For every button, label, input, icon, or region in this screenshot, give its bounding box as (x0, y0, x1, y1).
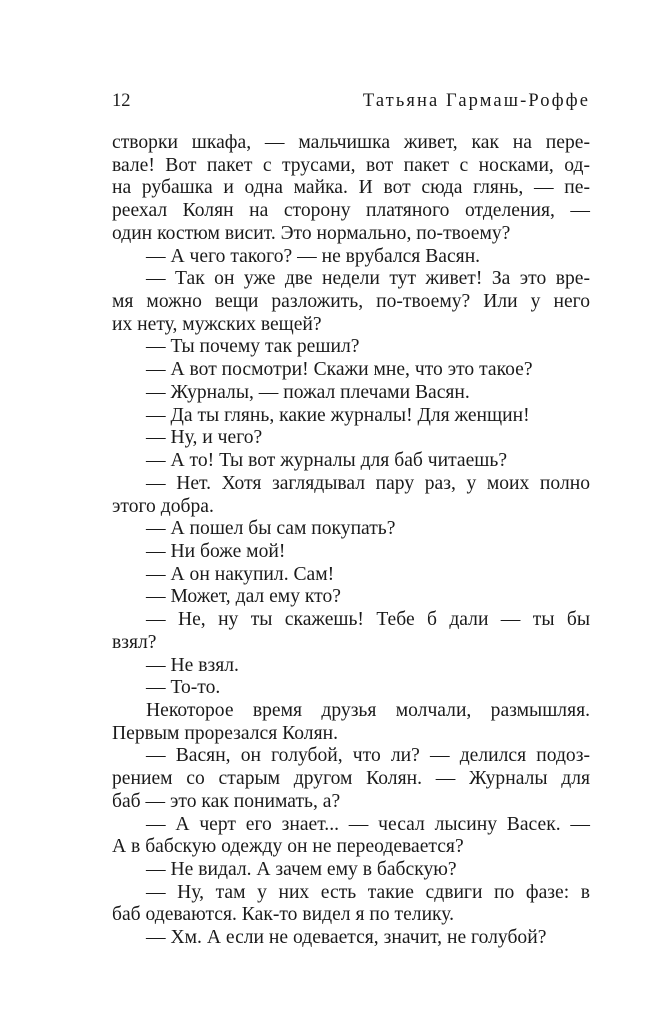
text-line: баб одеваются. Как-то видел я по телику. (112, 904, 455, 926)
text-line: — А пошел бы сам покупать? (146, 518, 396, 540)
text-line: А в бабскую одежду он не переодевается? (112, 836, 464, 858)
text-line: мя можно вещи разложить, по-твоему? Или у него (112, 291, 590, 313)
running-head: Татьяна Гармаш-Роффе (362, 91, 590, 111)
text-line: — Так он уже две недели тут живет! За это вре- (146, 268, 590, 290)
text-line: этого добра. (112, 495, 214, 517)
text-line: створки шкафа, — мальчишка живет, как на пере- (112, 132, 590, 153)
page-number: 12 (112, 91, 131, 111)
text-line: — Хм. А если не одевается, значит, не голубой? (146, 927, 547, 949)
text-line: — Васян, он голубой, что ли? — делился подоз- (146, 745, 590, 767)
text-line: — А то! Ты вот журналы для баб читаешь? (146, 450, 508, 472)
text-line: Некоторое время друзья молчали, размышляя. (146, 699, 590, 721)
book-text (112, 132, 590, 950)
text-line: баб — это как понимать, а? (112, 790, 341, 812)
page-header (112, 91, 590, 115)
text-line: их нету, мужских вещей? (112, 313, 322, 335)
text-line: — Ну, и чего? (146, 427, 263, 449)
text-line: — А чего такого? — не врубался Васян. (146, 245, 481, 267)
text-line: — А он накупил. Сам! (146, 563, 335, 585)
text-line: реехал Колян на сторону платяного отделения, — (112, 200, 590, 222)
text-line: на рубашка и одна майка. И вот сюда глянь, — пе- (112, 177, 590, 199)
text-line: — Журналы, — пожал плечами Васян. (146, 381, 470, 403)
text-line: вале! Вот пакет с трусами, вот пакет с носками, од- (112, 154, 590, 176)
text-line: — Может, дал ему кто? (146, 586, 341, 608)
text-line: — Не, ну ты скажешь! Тебе б дали — ты бы (146, 609, 590, 631)
text-line: — Ты почему так решил? (146, 336, 360, 358)
text-line: — То-то. (146, 677, 221, 699)
text-line: взял? (112, 631, 157, 653)
text-line: рением со старым другом Колян. — Журналы для (112, 768, 590, 790)
text-line: — Не взял. (146, 654, 239, 676)
text-line: — Ну, там у них есть такие сдвиги по фазе: в (146, 881, 590, 903)
text-line: — А черт его знает... — чесал лысину Васек. — (146, 813, 590, 835)
text-line: один костюм висит. Это нормально, по-твоему? (112, 222, 511, 244)
text-line: — Нет. Хотя заглядывал пару раз, у моих полно (146, 472, 590, 494)
text-line: — Не видал. А зачем ему в бабскую? (146, 859, 457, 880)
text-line: — Ни боже мой! (146, 540, 286, 562)
text-line: — Да ты глянь, какие журналы! Для женщин! (146, 404, 530, 426)
text-line: — А вот посмотри! Скажи мне, что это такое? (146, 359, 533, 381)
text-line: Первым прорезался Колян. (112, 722, 338, 744)
